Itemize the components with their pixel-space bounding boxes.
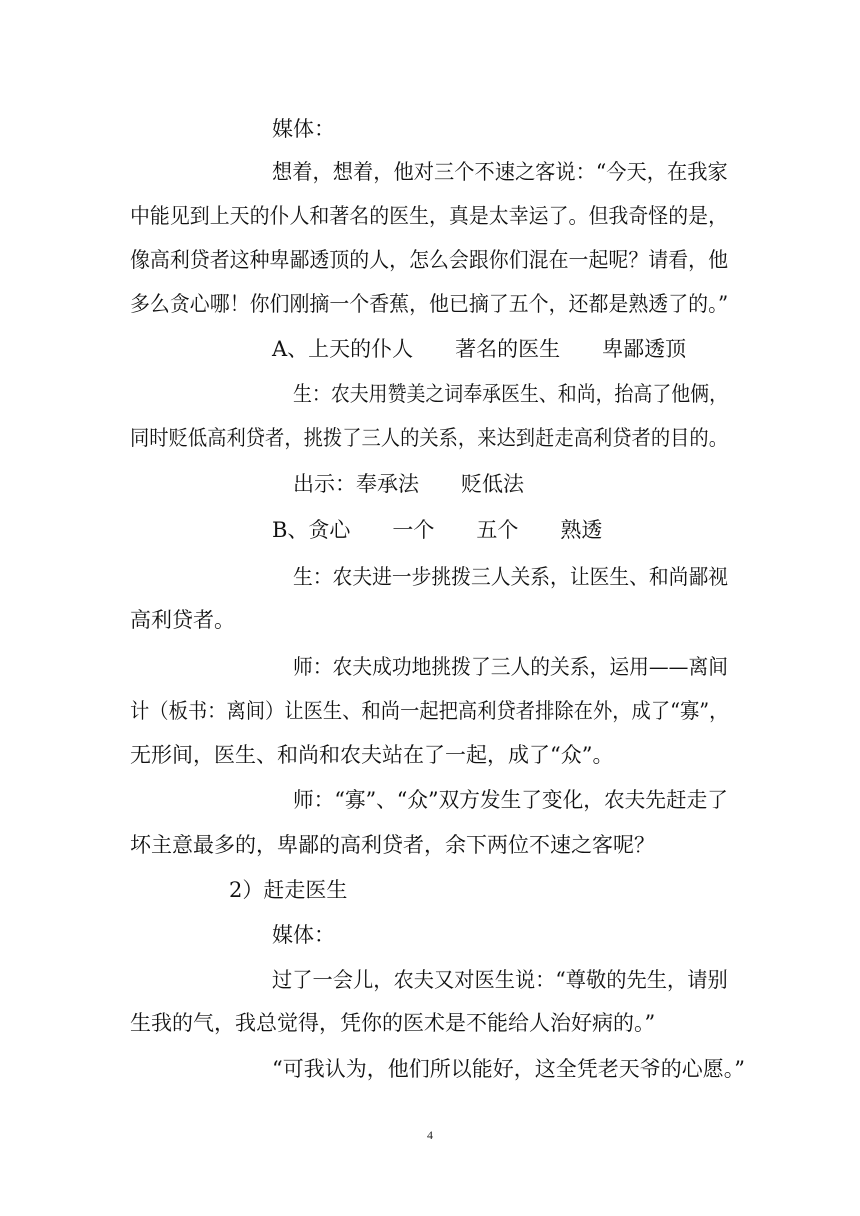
- text-line: 无形间，医生、和尚和农夫站在了一起，成了“众”。: [130, 743, 614, 767]
- text-line: 坏主意最多的，卑鄙的高利贷者，余下两位不速之客呢？: [130, 833, 655, 857]
- page-number: 4: [427, 1128, 433, 1142]
- text-line: 出示：奉承法 贬低法: [293, 472, 524, 496]
- text-line: 同时贬低高利贷者，挑拨了三人的关系，来达到赶走高利贷者的目的。: [130, 426, 728, 450]
- section-heading: 2）赶走医生: [229, 878, 348, 902]
- text-line: 想着，想着，他对三个不速之客说：“今天，在我家: [272, 160, 728, 184]
- text-line: 生我的气，我总觉得，凭你的医术是不能给人治好病的。”: [130, 1011, 656, 1035]
- text-line: A、上天的仆人 著名的医生 卑鄙透顶: [272, 337, 687, 361]
- text-line: 过了一会儿，农夫又对医生说：“尊敬的先生，请别: [272, 968, 728, 992]
- text-line: 媒体：: [272, 923, 335, 947]
- text-line: 生：农夫用赞美之词奉承医生、和尚，抬高了他俩，: [293, 382, 728, 406]
- text-line: B、贪心 一个 五个 熟透: [272, 518, 603, 542]
- text-line: 媒体：: [272, 117, 335, 141]
- text-line: 师：“寡”、“众”双方发生了变化，农夫先赶走了: [293, 788, 728, 812]
- text-line: “可我认为，他们所以能好，这全凭老天爷的心愿。”: [272, 1057, 745, 1081]
- text-line: 生：农夫进一步挑拨三人关系，让医生、和尚鄙视: [293, 565, 728, 589]
- text-line: 中能见到上天的仆人和著名的医生，真是太幸运了。但我奇怪的是，: [130, 204, 728, 228]
- text-line: 像高利贷者这种卑鄙透顶的人，怎么会跟你们混在一起呢？请看，他: [130, 248, 728, 272]
- text-line: 高利贷者。: [130, 608, 235, 632]
- text-line: 计（板书：离间）让医生、和尚一起把高利贷者排除在外，成了“寡”，: [130, 699, 729, 723]
- text-line: 多么贪心哪！你们刚摘一个香蕉，他已摘了五个，还都是熟透了的。”: [130, 292, 729, 316]
- text-line: 师：农夫成功地挑拨了三人的关系，运用——离间: [293, 655, 728, 679]
